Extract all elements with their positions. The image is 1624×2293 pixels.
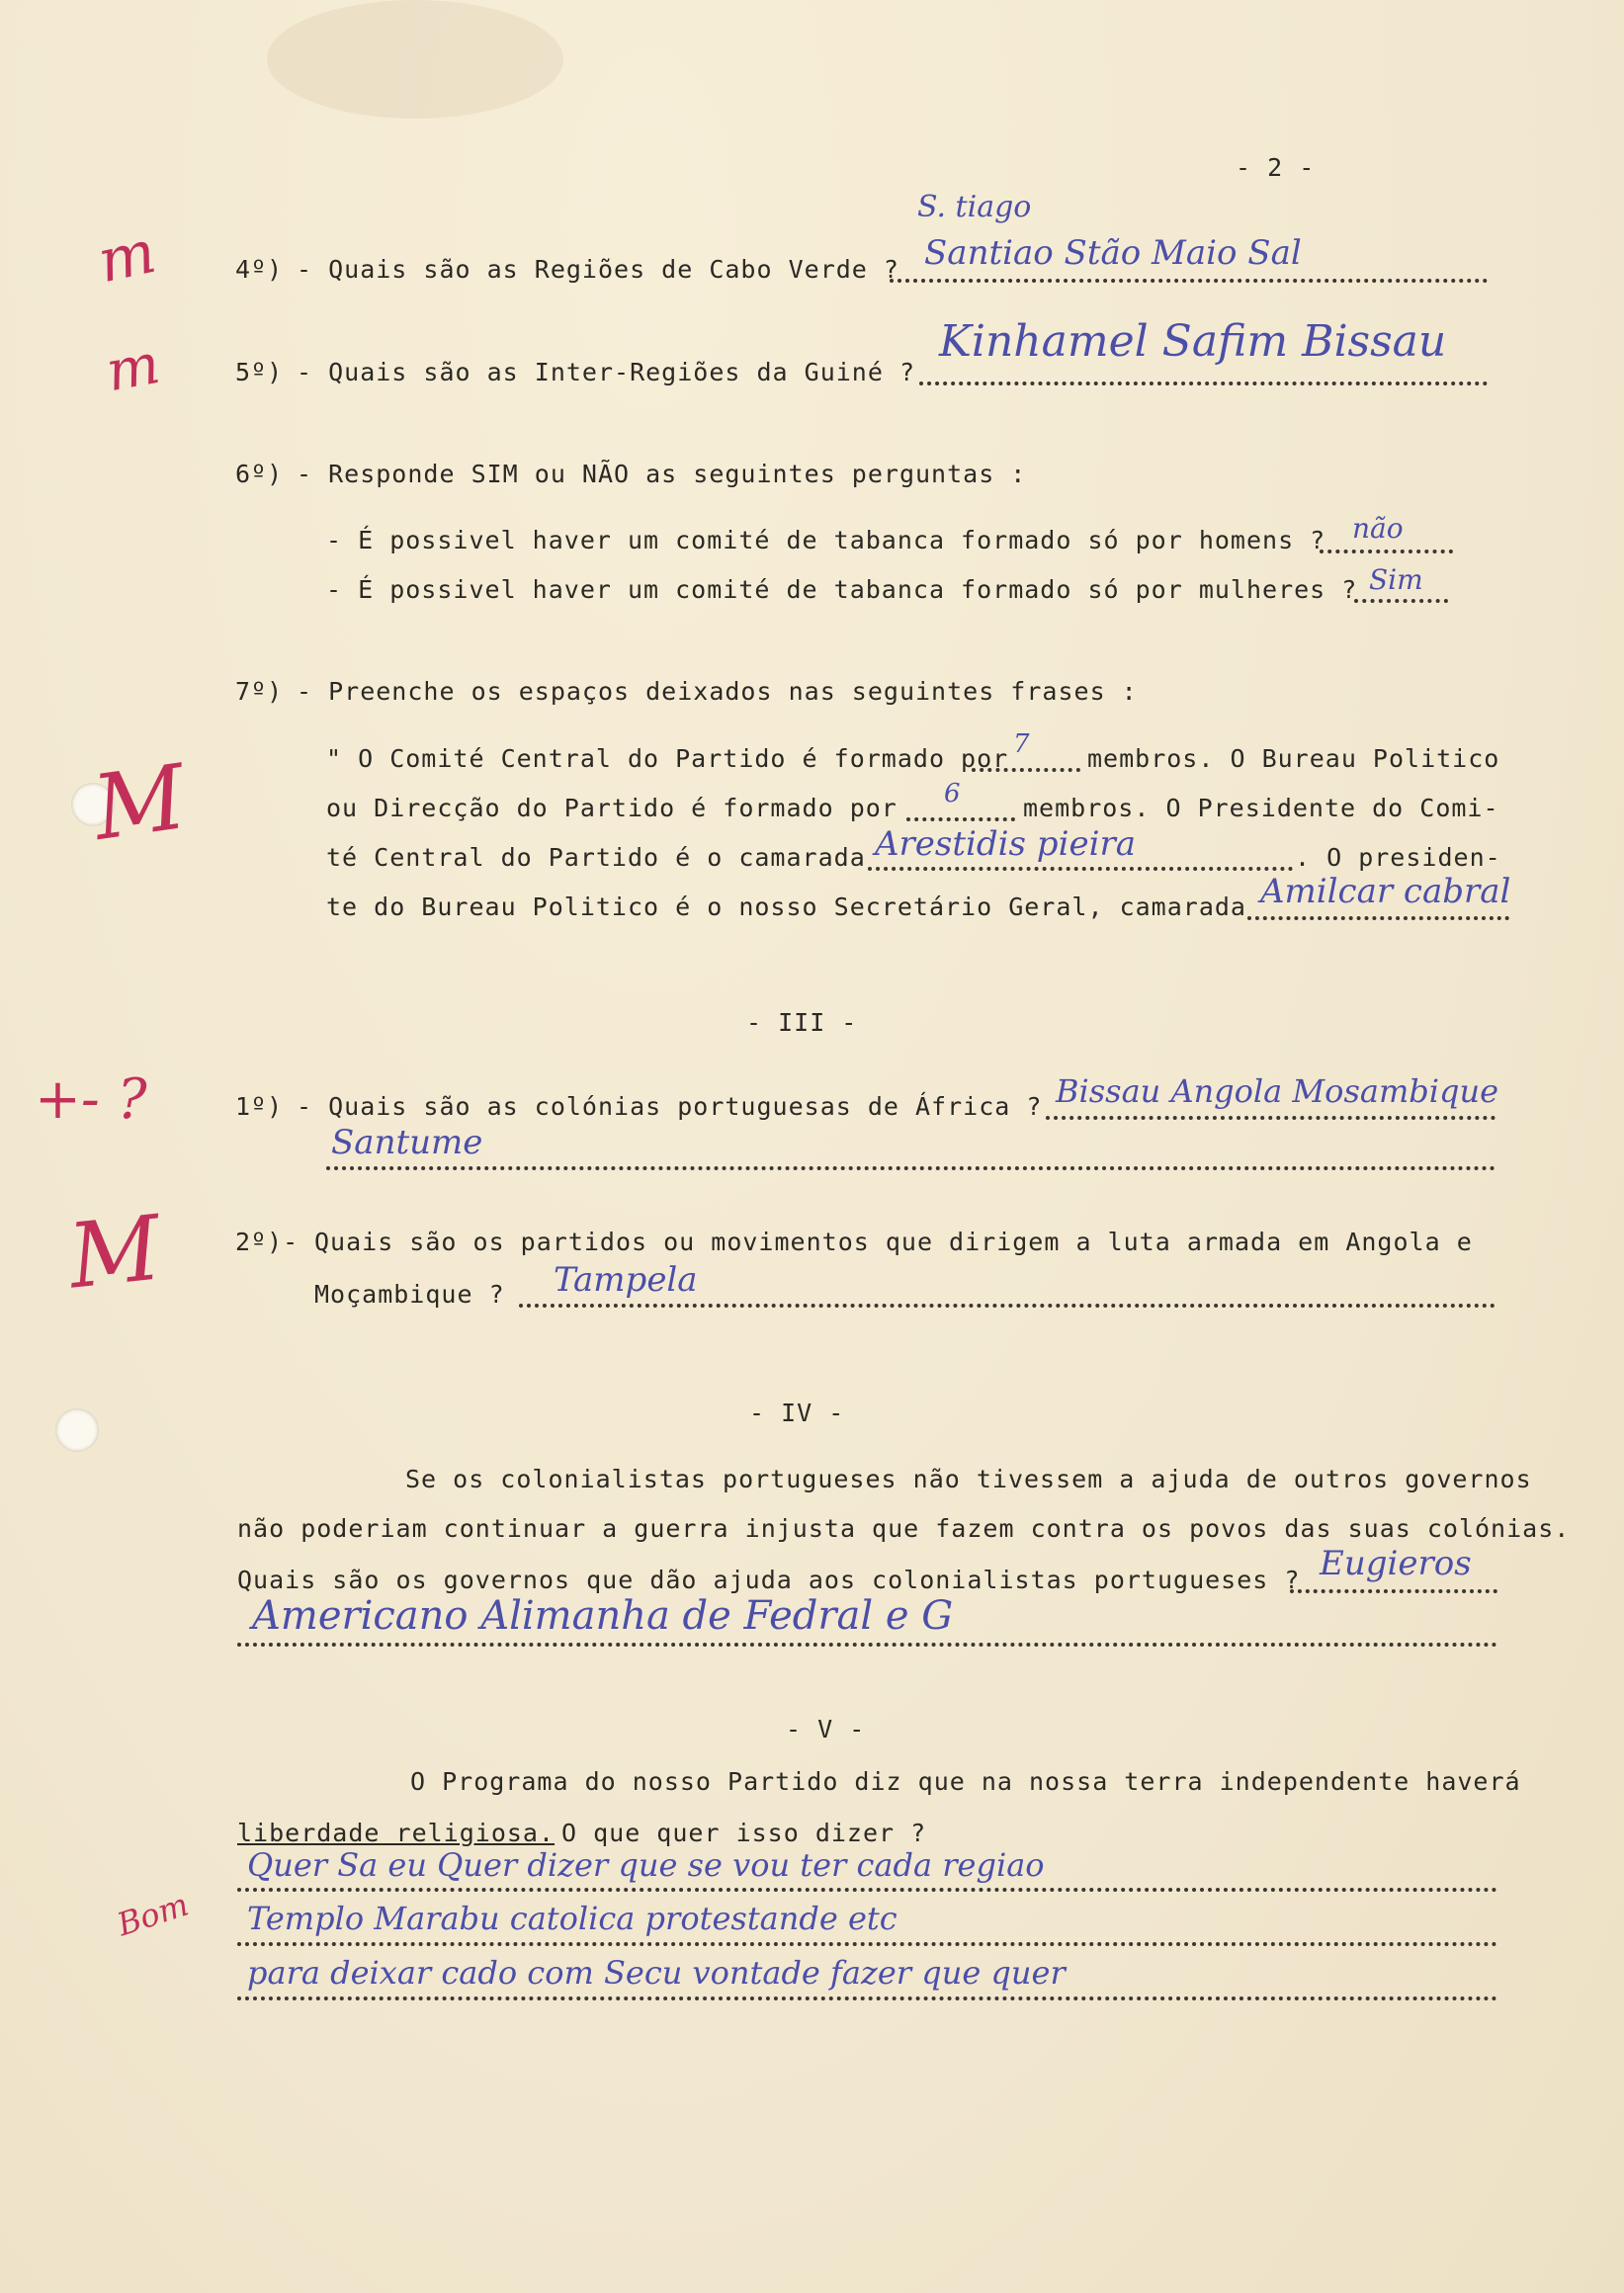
s3-q1-answer-line1 <box>1046 1116 1496 1120</box>
q7-line2a: ou Direcção do Partido é formado por <box>326 794 897 822</box>
q5-answer-line <box>919 382 1488 385</box>
grade-mark-s3q2: M <box>63 1196 166 1310</box>
s5-answer2: Templo Marabu catolica protestande etc <box>247 1900 897 1937</box>
s5-answer1: Quer Sa eu Quer dizer que se vou ter cada regiao <box>247 1846 1045 1884</box>
q7-line2-answer: 6 <box>944 779 961 808</box>
s5-answer-line3 <box>237 1996 1497 2000</box>
s4-line3: Quais são os governos que dão ajuda aos colonialistas portugueses ? <box>237 1566 1301 1594</box>
s4-answer2: Americano Alimanha de Fedral e G <box>252 1593 954 1639</box>
q6-text: - Responde SIM ou NÃO as seguintes perguntas : <box>297 460 1027 488</box>
q7-line4a: te do Bureau Politico é o nosso Secretário Geral, camarada <box>326 892 1246 921</box>
s4-line2: não poderiam continuar a guerra injusta que fazem contra os povos das suas colónias. <box>237 1514 1571 1543</box>
q4-number: 4º) <box>235 255 284 284</box>
q6-sub2: - É possivel haver um comité de tabanca formado só por mulheres ? <box>326 575 1358 604</box>
punch-hole-bottom <box>55 1408 99 1452</box>
q4-answer: Santiao Stão Maio Sal <box>924 233 1302 273</box>
s3-q2-text2: Moçambique ? <box>314 1280 505 1309</box>
section-3-heading: - III - <box>746 1008 858 1037</box>
paper-stain <box>267 0 563 119</box>
s3-q1-answer2: Santume <box>331 1123 483 1162</box>
q7-line1b: membros. O Bureau Politico <box>1087 744 1500 773</box>
q6-sub2-answer: Sim <box>1369 563 1423 596</box>
q6-number: 6º) <box>235 460 284 488</box>
section-4-heading: - IV - <box>749 1399 845 1427</box>
q7-line3a: té Central do Partido é o camarada <box>326 843 866 872</box>
s4-answer-line1 <box>1290 1589 1497 1593</box>
q7-line3-answer: Arestidis pieira <box>875 824 1136 864</box>
q4-answer-note: S. tiago <box>917 190 1032 224</box>
section-5-heading: - V - <box>786 1715 866 1743</box>
s3-q2-number: 2º)- <box>235 1228 299 1256</box>
s3-q1-number: 1º) <box>235 1092 284 1121</box>
q5-number: 5º) <box>235 358 284 386</box>
q6-sub1-line <box>1320 550 1453 553</box>
s4-answer-line2 <box>237 1643 1497 1647</box>
s5-answer-line2 <box>237 1942 1497 1946</box>
q7-line4-blank <box>1247 916 1509 920</box>
q4-text: - Quais são as Regiões de Cabo Verde ? <box>297 255 899 284</box>
s5-answer3: para deixar cado com Secu vontade fazer que quer <box>247 1954 1066 1992</box>
q6-sub2-line <box>1354 599 1448 603</box>
s3-q2-answer-line <box>519 1304 1496 1308</box>
q7-number: 7º) <box>235 677 284 706</box>
q7-line2b: membros. O Presidente do Comi- <box>1023 794 1499 822</box>
s3-q2-text1: Quais são os partidos ou movimentos que dirigem a luta armada em Angola e <box>314 1228 1473 1256</box>
s5-answer-line1 <box>237 1888 1497 1892</box>
q5-text: - Quais são as Inter-Regiões da Guiné ? <box>297 358 915 386</box>
grade-mark-q4: m <box>92 216 162 297</box>
q7-line2-blank <box>906 817 1015 821</box>
q7-line1-blank <box>972 768 1080 772</box>
q7-line3-blank <box>868 867 1293 871</box>
grade-mark-s5: Bom <box>112 1885 194 1944</box>
s3-q1-text: - Quais são as colónias portuguesas de África ? <box>297 1092 1043 1121</box>
s5-line1: O Programa do nosso Partido diz que na nossa terra independente haverá <box>410 1767 1521 1796</box>
grade-mark-q7: M <box>87 745 193 861</box>
q4-answer-line <box>890 279 1488 283</box>
q7-line3b: . O presiden- <box>1295 843 1501 872</box>
s3-q2-answer: Tampela <box>554 1260 698 1300</box>
s3-q1-answer-line2 <box>326 1166 1496 1170</box>
s5-line2-rest: O que quer isso dizer ? <box>561 1819 927 1847</box>
q7-line1-answer: 7 <box>1013 729 1030 759</box>
s3-q1-answer1: Bissau Angola Mosambique <box>1056 1072 1499 1110</box>
q7-text: - Preenche os espaços deixados nas seguintes frases : <box>297 677 1138 706</box>
s4-line1: Se os colonialistas portugueses não tivessem a ajuda de outros governos <box>405 1465 1532 1493</box>
q7-line4-answer: Amilcar cabral <box>1260 872 1511 911</box>
grade-mark-s3q1: +- ? <box>35 1067 147 1132</box>
q7-line1a: " O Comité Central do Partido é formado por <box>326 744 1009 773</box>
s5-liberdade-religiosa: liberdade religiosa. <box>237 1819 556 1847</box>
q5-answer: Kinhamel Safim Bissau <box>939 316 1447 367</box>
q6-sub1-answer: não <box>1352 512 1404 545</box>
page-number: - 2 - <box>1236 153 1316 182</box>
grade-mark-q5: m <box>101 331 165 405</box>
s4-answer1: Eugieros <box>1320 1544 1472 1583</box>
q6-sub1: - É possivel haver um comité de tabanca formado só por homens ? <box>326 526 1326 554</box>
